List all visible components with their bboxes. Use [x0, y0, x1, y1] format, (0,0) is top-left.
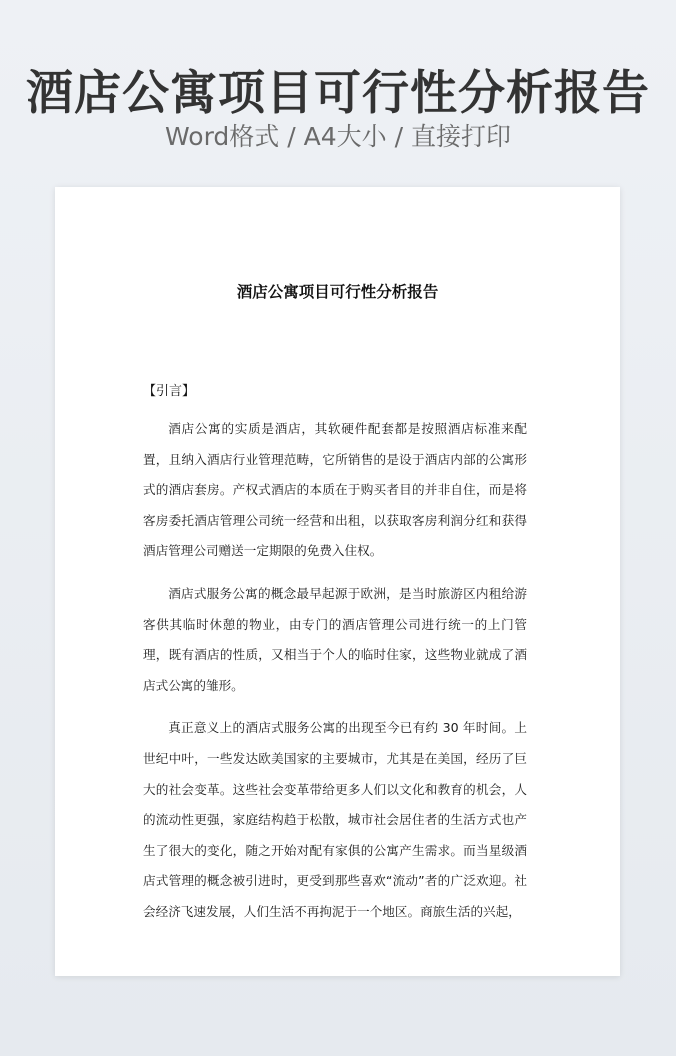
paragraph-2: 酒店式服务公寓的概念最早起源于欧洲，是当时旅游区内租给游客供其临时休憩的物业，由专门的酒店管理公司进行统一的上门管理，既有酒店的性质，又相当于个人的临时住家，这些物业就成了酒店式公寓的雏形。: [143, 585, 527, 693]
section-label: 【引言】: [143, 384, 196, 399]
banner-subtitle: Word格式 / A4大小 / 直接打印: [165, 122, 511, 151]
banner-title: 酒店公寓项目可行性分析报告: [26, 66, 650, 121]
document-title: 酒店公寓项目可行性分析报告: [236, 283, 439, 301]
paragraph-3: 真正意义上的酒店式服务公寓的出现至今已有约 30 年时间。上世纪中叶，一些发达欧美国家的主要城市，尤其是在美国，经历了巨大的社会变革。这些社会变革带给更多人们以文化和教育的机会，人的流动性更强，家庭结构趋于松散，城市社会居住者的生活方式也产生了很大的变化，随之开始对配有家俱的公寓产生需求。而当星级酒店式管理的概念被引进时，更受到那些喜欢“流动”者的广泛欢迎。社会经济飞速发展，人们生活不再拘泥于一个地区。商旅生活的兴起，: [143, 720, 527, 919]
document-body: [143, 414, 527, 940]
paragraph-1: 酒店公寓的实质是酒店，其软硬件配套都是按照酒店标准来配置，且纳入酒店行业管理范畴，它所销售的是设于酒店内部的公寓形式的酒店套房。产权式酒店的本质在于购买者目的并非自住，而是将客房委托酒店管理公司统一经营和出租，以获取客房利润分红和获得酒店管理公司赠送一定期限的免费入住权。: [143, 421, 527, 559]
document-page: [55, 187, 620, 976]
